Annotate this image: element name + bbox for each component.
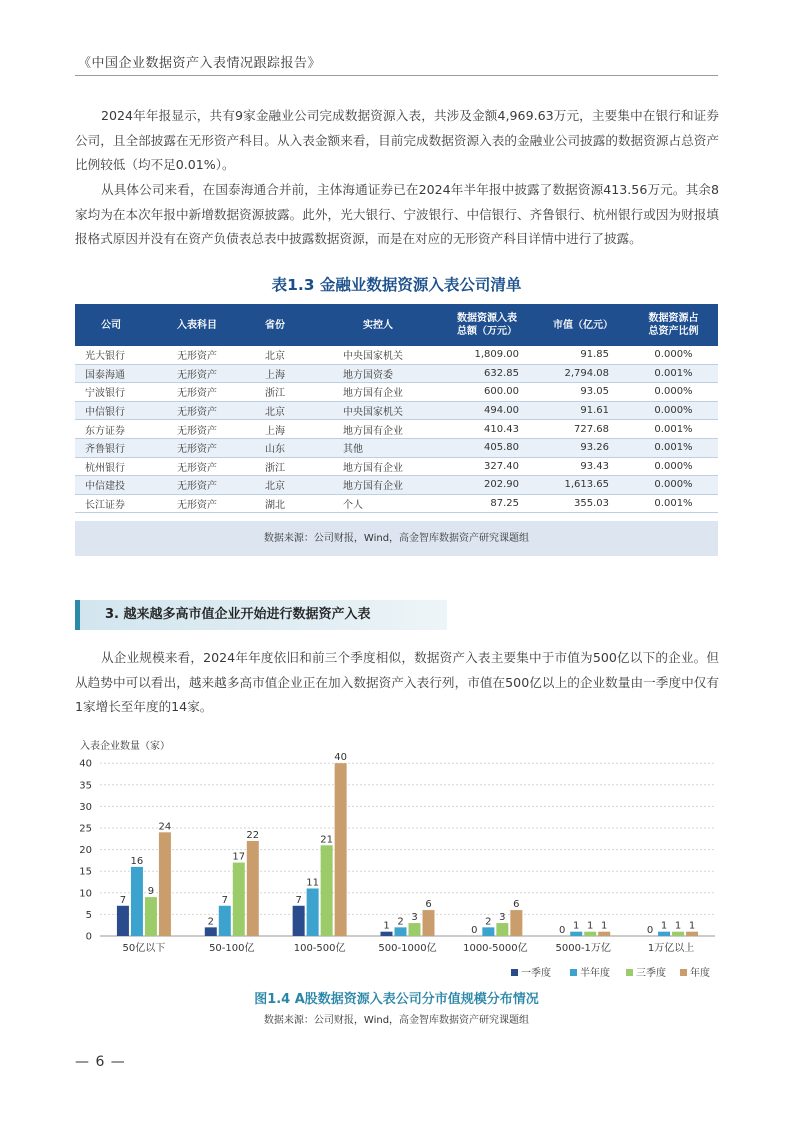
cell-subject: 无形资产 [147,346,245,364]
legend-label: 一季度 [521,968,551,979]
cell-company: 国泰海通 [75,364,147,383]
cell-market-cap: 91.61 [537,401,629,420]
figure-caption: 图1.4 A股数据资源入表公司分市值规模分布情况 [254,992,539,1007]
financial-companies-table [75,304,718,513]
bar [672,932,684,936]
cell-ratio: 0.001% [629,420,718,439]
legend-swatch [570,969,577,976]
cell-ratio: 0.001% [629,364,718,383]
paragraph-1: 2024年年报显示，共有9家金融业公司完成数据资源入表，共涉及金额4,969.63万元，主要集中在银行和证券公司，且全部披露在无形资产科目。从入表金额来看，目前完成数据资源入表的金融业公司披露的数据资源占总资产比例较低（均不足0.01%）。 [75,108,719,172]
cell-amount: 600.00 [437,383,537,402]
cell-market-cap: 2,794.08 [537,364,629,383]
figure-source: 数据来源：公司财报，Wind，高金智库数据资产研究课题组 [263,1015,530,1026]
x-tick-label: 1000-5000亿 [463,943,528,954]
cell-market-cap: 93.05 [537,383,629,402]
cell-company: 光大银行 [75,346,147,364]
cell-province: 山东 [245,438,319,457]
data-label: 1 [660,920,668,932]
bar [233,863,245,936]
data-label: 11 [306,877,320,889]
legend-label: 年度 [690,968,710,979]
paragraph-3: 从企业规模来看，2024年年度依旧和前三个季度相似，数据资产入表主要集中于市值为500亿以下的企业。但从趋势中可以看出，越来越多高市值企业正在加入数据资产入表行列，市值在500亿以上的企业数量由一季度中仅有1家增长至年度的14家。 [75,650,719,714]
bar [686,932,698,936]
data-label: 1 [688,920,696,932]
y-axis-label: 入表企业数量（家） [80,741,170,752]
y-tick-label: 30 [79,801,92,813]
bar [219,906,231,936]
header-amount [437,304,537,346]
bar [510,910,522,936]
data-label: 1 [573,920,580,932]
x-tick-label: 5000-1万亿 [555,943,611,954]
paragraph-2: 从具体公司来看，在国泰海通合并前，主体海通证券已在2024年半年报中披露了数据资源413.56万元。其余8家均为在本次年报中新增数据资源披露。此外，光大银行、宁波银行、中信银行、齐鲁银行、杭州银行或因为财报填报格式原因并没有在资产负债表总表中披露数据资源，而是在对应的无形资产科目详情中进行了披露。 [75,182,719,246]
cell-controller: 地方国有企业 [319,457,437,476]
data-label: 1 [601,920,608,932]
header-subject: 入表科目 [147,304,245,346]
cell-subject: 无形资产 [147,438,245,457]
data-label: 0 [646,925,654,936]
data-label: 21 [320,834,334,846]
table-title: 表1.3 金融业数据资源入表公司清单 [271,276,522,294]
cell-amount: 632.85 [437,364,537,383]
y-tick-label: 35 [79,780,92,792]
cell-amount: 405.80 [437,438,537,457]
bar [335,763,347,936]
cell-ratio: 0.000% [629,383,718,402]
table-row [75,383,718,402]
data-label: 7 [295,894,302,906]
y-tick-label: 10 [79,888,92,900]
cell-amount: 494.00 [437,401,537,420]
data-label: 40 [334,752,348,764]
cell-ratio: 0.000% [629,476,718,495]
header-rule [75,75,718,76]
cell-controller: 地方国有企业 [319,476,437,495]
table-header-row [75,304,718,346]
table-row [75,476,718,495]
y-tick-label: 25 [79,823,92,835]
data-label: 3 [499,912,506,924]
cell-controller: 地方国有企业 [319,420,437,439]
header-controller: 实控人 [319,304,437,346]
header-ratio-line2: 总资产比例 [648,326,699,337]
data-label: 1 [674,920,682,932]
data-label: 17 [232,851,246,863]
data-label: 7 [221,894,228,906]
y-tick-label: 0 [85,931,92,943]
cell-province: 上海 [245,420,319,439]
data-label: 9 [147,886,155,898]
data-label: 6 [513,899,520,911]
table-source: 数据来源：公司财报，Wind，高金智库数据资产研究课题组 [75,521,718,556]
bar [395,927,407,936]
cell-province: 北京 [245,476,319,495]
bar [117,906,129,936]
header-amount-line1: 数据资源入表 [457,313,517,324]
cell-province: 浙江 [245,383,319,402]
cell-market-cap: 93.26 [537,438,629,457]
data-label: 2 [485,916,492,928]
data-label: 22 [246,829,260,841]
y-tick-label: 40 [79,758,92,770]
x-tick-label: 500-1000亿 [378,943,437,954]
legend-swatch [511,969,518,976]
cell-subject: 无形资产 [147,494,245,513]
table-body [75,346,718,513]
table-row [75,457,718,476]
section-accent-bar [75,600,80,630]
section-title: 3. 越来越多高市值企业开始进行数据资产入表 [105,607,371,622]
cell-controller: 地方国资委 [319,364,437,383]
cell-province: 上海 [245,364,319,383]
cell-market-cap: 355.03 [537,494,629,513]
header-market-cap: 市值（亿元） [537,304,629,346]
x-tick-label: 50-100亿 [209,943,255,954]
data-label: 3 [411,912,418,924]
bar [409,923,421,936]
cell-province: 北京 [245,346,319,364]
data-label: 2 [397,916,404,928]
header-ratio [629,304,718,346]
bar [321,845,333,936]
cell-market-cap: 1,613.65 [537,476,629,495]
y-tick-label: 5 [85,909,92,921]
x-tick-label: 100-500亿 [293,943,346,954]
data-label: 1 [383,920,390,932]
page-number: — 6 — [75,1054,126,1070]
table-row [75,494,718,513]
cell-controller: 个人 [319,494,437,513]
cell-subject: 无形资产 [147,457,245,476]
cell-subject: 无形资产 [147,401,245,420]
cell-ratio: 0.001% [629,494,718,513]
data-label: 24 [158,821,172,833]
cell-market-cap: 91.85 [537,346,629,364]
cell-company: 长江证券 [75,494,147,513]
bar [205,927,217,936]
table-row [75,364,718,383]
cell-company: 齐鲁银行 [75,438,147,457]
bar [482,927,494,936]
running-header: 《中国企业数据资产入表情况跟踪报告》 [78,56,322,71]
bar [381,932,393,936]
y-tick-label: 20 [79,845,92,857]
table-row [75,401,718,420]
cell-ratio: 0.000% [629,346,718,364]
header-company: 公司 [75,304,147,346]
cell-market-cap: 93.43 [537,457,629,476]
table-row [75,420,718,439]
bar [307,888,319,936]
x-tick-label: 1万亿以上 [647,943,695,954]
data-label: 2 [207,916,214,928]
bar [159,832,171,936]
bar [145,897,157,936]
cell-company: 东方证券 [75,420,147,439]
bar [247,841,259,936]
table-row [75,346,718,364]
cell-subject: 无形资产 [147,383,245,402]
data-label: 7 [119,894,127,906]
cell-subject: 无形资产 [147,420,245,439]
legend-swatch [626,969,633,976]
cell-ratio: 0.001% [629,438,718,457]
data-label: 0 [559,925,566,936]
cell-company: 杭州银行 [75,457,147,476]
cell-amount: 410.43 [437,420,537,439]
cell-company: 宁波银行 [75,383,147,402]
cell-subject: 无形资产 [147,476,245,495]
x-tick-label: 50亿以下 [122,943,166,954]
market-cap-bar-chart [60,735,730,985]
header-amount-line2: 总额（万元） [457,326,517,337]
bar [293,906,305,936]
header-province: 省份 [245,304,319,346]
bar [570,932,582,936]
legend-swatch [680,969,687,976]
data-label: 6 [425,899,432,911]
y-tick-label: 15 [79,866,92,878]
cell-amount: 1,809.00 [437,346,537,364]
data-label: 1 [587,920,594,932]
bar [131,867,143,936]
cell-controller: 其他 [319,438,437,457]
cell-controller: 中央国家机关 [319,346,437,364]
legend-label: 半年度 [580,968,610,979]
cell-province: 浙江 [245,457,319,476]
table-row [75,438,718,457]
legend-label: 三季度 [636,968,666,979]
bar [598,932,610,936]
bar [496,923,508,936]
cell-province: 湖北 [245,494,319,513]
data-label: 0 [471,925,478,936]
bar [423,910,435,936]
cell-market-cap: 727.68 [537,420,629,439]
cell-controller: 地方国有企业 [319,383,437,402]
bar [658,932,670,936]
cell-ratio: 0.000% [629,457,718,476]
cell-amount: 202.90 [437,476,537,495]
cell-controller: 中央国家机关 [319,401,437,420]
cell-company: 中信银行 [75,401,147,420]
cell-ratio: 0.000% [629,401,718,420]
cell-amount: 327.40 [437,457,537,476]
header-ratio-line1: 数据资源占 [648,313,699,324]
data-label: 16 [130,855,144,867]
cell-province: 北京 [245,401,319,420]
section-heading [75,600,447,630]
bar [584,932,596,936]
cell-company: 中信建投 [75,476,147,495]
cell-amount: 87.25 [437,494,537,513]
cell-subject: 无形资产 [147,364,245,383]
